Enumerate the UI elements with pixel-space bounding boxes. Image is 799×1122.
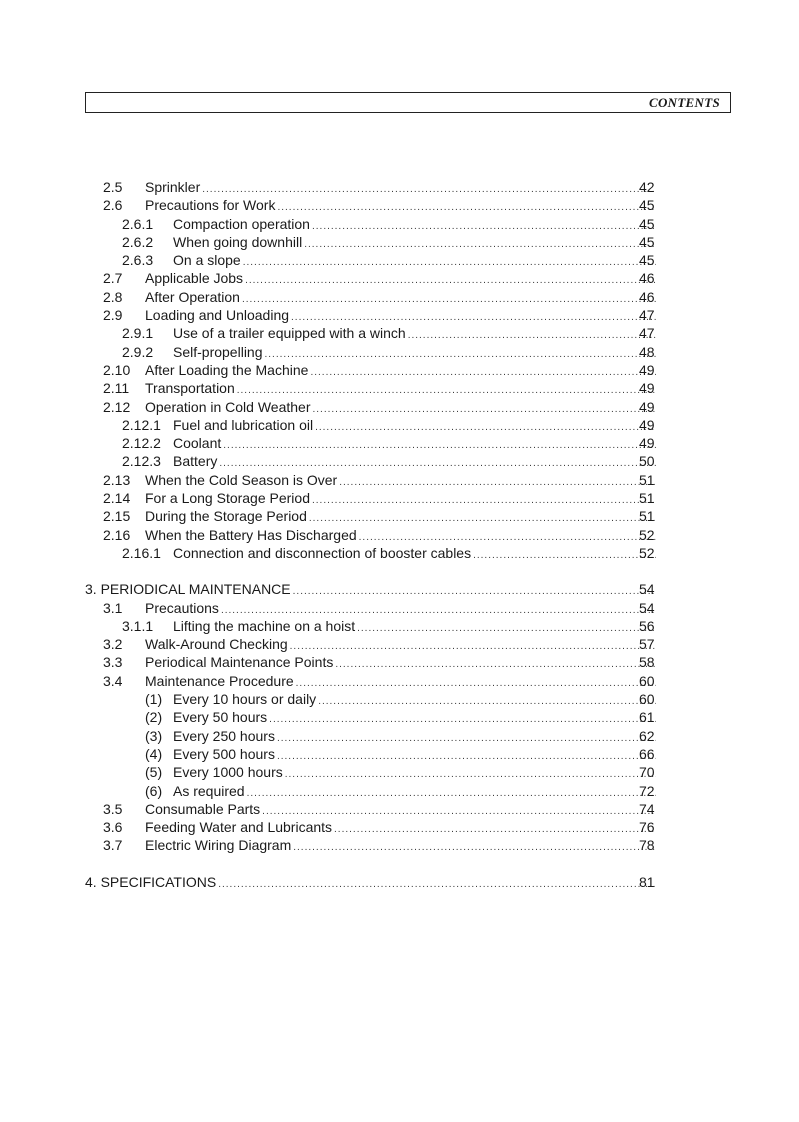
toc-entry-title: Electric Wiring Diagram xyxy=(145,837,292,854)
toc-entry-title: Periodical Maintenance Points xyxy=(145,654,334,671)
toc-entry-title: 4. SPECIFICATIONS xyxy=(85,873,217,890)
toc-entry-title: Every 250 hours xyxy=(173,727,275,744)
toc-entry-page: 45 xyxy=(639,233,655,250)
toc-entry[interactable] xyxy=(0,324,799,342)
dot-leader xyxy=(218,876,656,894)
toc-entry[interactable] xyxy=(0,800,799,818)
toc-entry-number: 2.9 xyxy=(103,307,123,324)
toc-entry[interactable] xyxy=(0,361,799,379)
toc-entry-number: 3.6 xyxy=(103,819,123,836)
toc-entry-title: Walk-Around Checking xyxy=(145,636,288,653)
toc-entry[interactable] xyxy=(0,617,799,635)
toc-entry-title: Every 10 hours or daily xyxy=(173,691,317,708)
toc-entry-title: For a Long Storage Period xyxy=(145,490,310,507)
toc-entry-title: Coolant xyxy=(173,435,222,452)
toc-entry[interactable] xyxy=(0,526,799,544)
dot-leader xyxy=(293,839,656,857)
toc-entry[interactable] xyxy=(0,580,799,598)
toc-entry-title: As required xyxy=(173,782,245,799)
toc-entry-page: 72 xyxy=(639,782,655,799)
toc-entry[interactable] xyxy=(0,306,799,324)
toc-entry-title: On a slope xyxy=(173,252,241,269)
toc-entry[interactable] xyxy=(0,873,799,891)
toc-entry-page: 46 xyxy=(639,270,655,287)
toc-entry-page: 76 xyxy=(639,819,655,836)
toc-entry-title: Feeding Water and Lubricants xyxy=(145,819,333,836)
toc-entry[interactable] xyxy=(0,727,799,745)
toc-entry-title-line xyxy=(145,836,657,857)
toc-entry-title-line xyxy=(85,873,657,894)
toc-entry-number: 2.12.1 xyxy=(122,416,161,433)
toc-entry[interactable] xyxy=(0,745,799,763)
toc-entry-page: 47 xyxy=(639,325,655,342)
toc-entry-number: 3.7 xyxy=(103,837,123,854)
toc-entry-number: 2.12.2 xyxy=(122,435,161,452)
toc-entry-page: 45 xyxy=(639,215,655,232)
toc-entry[interactable] xyxy=(0,635,799,653)
toc-entry[interactable] xyxy=(0,215,799,233)
toc-entry-title: Precautions xyxy=(145,599,219,616)
toc-entry[interactable] xyxy=(0,343,799,361)
toc-entry-page: 51 xyxy=(639,490,655,507)
toc-entry[interactable] xyxy=(0,398,799,416)
toc-entry[interactable] xyxy=(0,416,799,434)
toc-entry[interactable] xyxy=(0,708,799,726)
toc-entry-number: 2.11 xyxy=(103,380,130,397)
toc-entry-page: 58 xyxy=(639,654,655,671)
toc-entry-title: Precautions for Work xyxy=(145,197,276,214)
toc-entry-page: 49 xyxy=(639,361,655,378)
toc-entry-page: 49 xyxy=(639,380,655,397)
toc-entry[interactable] xyxy=(0,379,799,397)
toc-entry[interactable] xyxy=(0,782,799,800)
toc-entry-title: 3. PERIODICAL MAINTENANCE xyxy=(85,581,291,598)
toc-entry-number: (3) xyxy=(145,727,163,744)
toc-entry-page: 45 xyxy=(639,252,655,269)
toc-entry[interactable] xyxy=(0,452,799,470)
toc-entry-title: Maintenance Procedure xyxy=(145,672,294,689)
toc-entry-title: When the Cold Season is Over xyxy=(145,471,338,488)
header-title: CONTENTS xyxy=(648,95,720,110)
toc-entry[interactable] xyxy=(0,690,799,708)
toc-entry-title-line xyxy=(173,544,657,565)
toc-entry-title: After Loading the Machine xyxy=(145,361,309,378)
toc-entry-title: Loading and Unloading xyxy=(145,307,290,324)
toc-entry-page: 52 xyxy=(639,526,655,543)
toc-entry-page: 51 xyxy=(639,508,655,525)
toc-entry-page: 81 xyxy=(639,873,655,890)
toc-entry[interactable] xyxy=(0,672,799,690)
toc-entry-page: 50 xyxy=(639,453,655,470)
toc-entry[interactable] xyxy=(0,434,799,452)
toc-entry-title: Compaction operation xyxy=(173,215,310,232)
toc-entry-title: Consumable Parts xyxy=(145,800,261,817)
toc-entry[interactable] xyxy=(0,196,799,214)
toc-entry[interactable] xyxy=(0,269,799,287)
toc-entry-number: 2.6.1 xyxy=(122,215,154,232)
toc-entry-page: 49 xyxy=(639,398,655,415)
toc-entry-page: 60 xyxy=(639,691,655,708)
toc-entry[interactable] xyxy=(0,836,799,854)
toc-entry-title: Lifting the machine on a hoist xyxy=(173,617,356,634)
toc-entry-page: 45 xyxy=(639,197,655,214)
toc-entry[interactable] xyxy=(0,818,799,836)
toc-entry-title: Fuel and lubrication oil xyxy=(173,416,314,433)
toc-entry-number: (5) xyxy=(145,764,163,781)
toc-entry-title: Every 1000 hours xyxy=(173,764,283,781)
toc-entry[interactable] xyxy=(0,544,799,562)
toc-entry-page: 78 xyxy=(639,837,655,854)
toc-entry[interactable] xyxy=(0,489,799,507)
toc-entry-number: 2.6 xyxy=(103,197,123,214)
toc-entry-page: 62 xyxy=(639,727,655,744)
toc-entry-number: 2.16.1 xyxy=(122,544,161,561)
toc-entry-title: Operation in Cold Weather xyxy=(145,398,311,415)
toc-entry-number: 2.9.2 xyxy=(122,343,154,360)
toc-entry-page: 47 xyxy=(639,307,655,324)
toc-entry-page: 51 xyxy=(639,471,655,488)
toc-entry-title: Applicable Jobs xyxy=(145,270,244,287)
toc-entry-number: 2.7 xyxy=(103,270,123,287)
toc-entry-page: 48 xyxy=(639,343,655,360)
toc-entry-number: (1) xyxy=(145,691,163,708)
toc-entry-number: (2) xyxy=(145,709,163,726)
toc-entry-number: 2.12 xyxy=(103,398,131,415)
toc-entry-title: Sprinkler xyxy=(145,179,201,195)
toc-entry-number: 2.13 xyxy=(103,471,131,488)
toc-entry-page: 42 xyxy=(639,179,655,195)
toc-entry-number: 3.4 xyxy=(103,672,123,689)
toc-entry-number: 3.5 xyxy=(103,800,123,817)
toc-entry-page: 46 xyxy=(639,288,655,305)
toc-entry-title: Connection and disconnection of booster cables xyxy=(173,544,472,561)
toc-entry-title: Transportation xyxy=(145,380,235,397)
toc-entry-number: 2.12.3 xyxy=(122,453,161,470)
table-of-contents xyxy=(0,178,799,891)
toc-entry-page: 54 xyxy=(639,581,655,598)
toc-entry-title: During the Storage Period xyxy=(145,508,307,525)
toc-entry-number: 2.10 xyxy=(103,361,131,378)
toc-entry-number: 2.8 xyxy=(103,288,123,305)
toc-entry-number: 2.9.1 xyxy=(122,325,154,342)
toc-entry-title: Use of a trailer equipped with a winch xyxy=(173,325,406,342)
toc-entry-page: 52 xyxy=(639,544,655,561)
toc-entry-number: 3.1 xyxy=(103,599,123,616)
toc-entry[interactable] xyxy=(0,288,799,306)
toc-entry[interactable] xyxy=(0,251,799,269)
toc-entry-number: 2.6.3 xyxy=(122,252,154,269)
toc-entry-title: After Operation xyxy=(145,288,240,305)
toc-entry-number: 2.16 xyxy=(103,526,131,543)
toc-entry-title: Every 500 hours xyxy=(173,745,275,762)
toc-entry-number: 3.3 xyxy=(103,654,123,671)
toc-entry[interactable] xyxy=(0,178,799,196)
toc-entry-page: 57 xyxy=(639,636,655,653)
toc-entry-title: When going downhill xyxy=(173,233,303,250)
page-header xyxy=(85,92,731,113)
toc-entry-number: 3.1.1 xyxy=(122,617,154,634)
toc-entry-number: (6) xyxy=(145,782,163,799)
dot-leader xyxy=(473,547,656,565)
toc-entry-number: 2.15 xyxy=(103,508,131,525)
toc-entry[interactable] xyxy=(0,599,799,617)
toc-entry-number: 3.2 xyxy=(103,636,123,653)
toc-entry-page: 74 xyxy=(639,800,655,817)
toc-entry-page: 70 xyxy=(639,764,655,781)
toc-entry-page: 56 xyxy=(639,617,655,634)
toc-entry-title: Battery xyxy=(173,453,218,470)
toc-entry-page: 60 xyxy=(639,672,655,689)
toc-entry-page: 49 xyxy=(639,416,655,433)
toc-entry-page: 61 xyxy=(639,709,655,726)
toc-entry-page: 49 xyxy=(639,435,655,452)
toc-entry-number: 2.14 xyxy=(103,490,131,507)
toc-entry-number: (4) xyxy=(145,745,163,762)
toc-entry-title: Every 50 hours xyxy=(173,709,268,726)
toc-entry[interactable] xyxy=(0,653,799,671)
toc-entry-title: Self-propelling xyxy=(173,343,263,360)
toc-entry[interactable] xyxy=(0,471,799,489)
toc-entry-title: When the Battery Has Discharged xyxy=(145,526,357,543)
toc-entry[interactable] xyxy=(0,233,799,251)
toc-entry-number: 2.6.2 xyxy=(122,233,154,250)
toc-entry-page: 54 xyxy=(639,599,655,616)
toc-entry-number: 2.5 xyxy=(103,179,123,195)
toc-entry-page: 66 xyxy=(639,745,655,762)
toc-entry[interactable] xyxy=(0,507,799,525)
toc-entry[interactable] xyxy=(0,763,799,781)
